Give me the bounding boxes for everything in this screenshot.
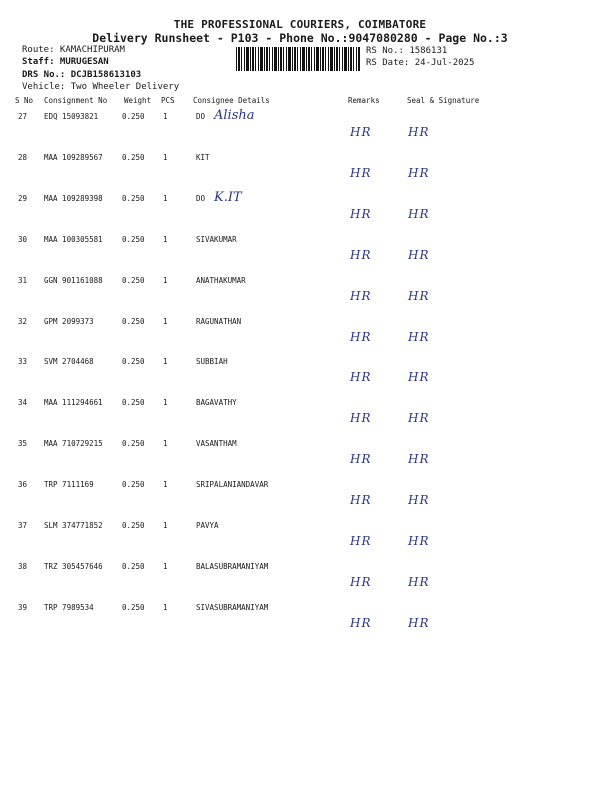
row-pcs: 1 xyxy=(163,439,168,449)
row-consignment: SLM 374771852 xyxy=(44,521,103,530)
row-sno: 30 xyxy=(18,234,28,244)
col-header-sno: S No xyxy=(15,96,34,105)
row-weight: 0.250 xyxy=(122,602,145,612)
row-consignment: EDQ 15093821 xyxy=(44,112,99,121)
row-weight: 0.250 xyxy=(122,234,145,244)
col-header-consignee: Consignee Details xyxy=(193,96,270,105)
table-row xyxy=(0,189,600,235)
handwritten-signature: HR xyxy=(408,493,430,508)
table-row xyxy=(0,235,600,276)
table-row xyxy=(0,398,600,439)
row-weight: 0.250 xyxy=(122,398,145,408)
row-consignment: TRZ 305457646 xyxy=(44,561,103,571)
row-pcs: 1 xyxy=(163,275,168,285)
row-weight: 0.250 xyxy=(122,193,145,203)
route-label: Route: KAMACHIPURAM xyxy=(22,45,125,55)
handwritten-remarks: HR xyxy=(350,288,372,303)
row-consignment: MAA 111294661 xyxy=(44,398,103,408)
handwritten-remarks: HR xyxy=(350,452,372,467)
row-consignment: MAA 109289567 xyxy=(44,152,103,162)
drs-number: DRS No.: DCJB158613103 xyxy=(22,70,142,80)
runsheet-title: Delivery Runsheet - P103 - Phone No.:9047080280 - Page No.:3 xyxy=(92,31,508,45)
row-weight: 0.250 xyxy=(122,316,145,326)
row-consignment: TRP 7111169 xyxy=(44,480,94,490)
handwritten-remarks: HR xyxy=(350,574,372,589)
handwritten-remarks: HR xyxy=(350,493,372,508)
handwritten-remarks: HR xyxy=(350,247,372,262)
row-pcs: 1 xyxy=(163,316,168,326)
row-weight: 0.250 xyxy=(122,152,145,162)
row-sno: 31 xyxy=(18,275,28,285)
handwritten-remarks: HR xyxy=(350,165,372,180)
row-consignee: ANATHAKUMAR xyxy=(196,275,246,285)
row-weight: 0.250 xyxy=(122,439,145,449)
row-consignee: SIVASUBRAMANIYAM xyxy=(196,602,269,612)
row-weight: 0.250 xyxy=(122,480,145,490)
row-sno: 32 xyxy=(18,316,28,326)
handwritten-signature: HR xyxy=(408,615,430,630)
row-weight: 0.250 xyxy=(122,112,145,121)
row-sno: 29 xyxy=(18,193,28,203)
handwritten-signature: HR xyxy=(408,165,430,180)
row-weight: 0.250 xyxy=(122,357,145,367)
row-sno: 35 xyxy=(18,439,28,449)
handwritten-remarks: HR xyxy=(350,206,372,221)
handwritten-signature: HR xyxy=(408,370,430,385)
table-row xyxy=(0,357,600,398)
row-consignee: DO xyxy=(196,193,206,203)
rs-date: RS Date: 24-Jul-2025 xyxy=(366,58,475,68)
handwritten-name: K.IT xyxy=(214,189,242,205)
row-pcs: 1 xyxy=(163,152,168,162)
col-header-consignment: Consignment No xyxy=(44,96,108,105)
col-header-seal: Seal & Signature xyxy=(407,96,480,105)
table-row xyxy=(0,603,600,644)
handwritten-remarks: HR xyxy=(350,370,372,385)
row-consignment: TRP 7989534 xyxy=(44,602,94,612)
row-pcs: 1 xyxy=(163,398,168,408)
col-header-pcs: PCS xyxy=(161,96,175,105)
row-consignee: VASANTHAM xyxy=(196,439,237,449)
row-consignment: SVM 2704468 xyxy=(44,357,94,367)
row-sno: 38 xyxy=(18,561,28,571)
row-pcs: 1 xyxy=(163,521,168,530)
vehicle-label: Vehicle: Two Wheeler Delivery xyxy=(22,82,180,92)
row-consignee: SUBBIAH xyxy=(196,357,228,367)
row-sno: 36 xyxy=(18,480,28,490)
handwritten-remarks: HR xyxy=(350,125,372,139)
row-consignee: BALASUBRAMANIYAM xyxy=(196,561,269,571)
col-header-remarks: Remarks xyxy=(348,96,380,105)
row-pcs: 1 xyxy=(163,193,168,203)
table-row xyxy=(0,276,600,317)
table-row xyxy=(0,108,600,153)
row-consignment: GGN 901161088 xyxy=(44,275,103,285)
row-pcs: 1 xyxy=(163,480,168,490)
row-weight: 0.250 xyxy=(122,275,145,285)
row-consignment: GPM 2099373 xyxy=(44,316,94,326)
company-title: THE PROFESSIONAL COURIERS, COIMBATORE xyxy=(173,18,427,31)
row-pcs: 1 xyxy=(163,234,168,244)
row-pcs: 1 xyxy=(163,357,168,367)
row-consignee: KIT xyxy=(196,152,210,162)
handwritten-signature: HR xyxy=(408,288,430,303)
barcode-image xyxy=(236,47,360,71)
row-consignment: MAA 710729215 xyxy=(44,439,103,449)
row-pcs: 1 xyxy=(163,602,168,612)
staff-label: Staff: MURUGESAN xyxy=(22,57,109,67)
handwritten-remarks: HR xyxy=(350,615,372,630)
handwritten-signature: HR xyxy=(408,574,430,589)
handwritten-signature: HR xyxy=(408,329,430,344)
row-sno: 33 xyxy=(18,357,28,367)
table-row xyxy=(0,439,600,480)
row-consignment: MAA 100305581 xyxy=(44,234,103,244)
row-consignee: BAGAVATHY xyxy=(196,398,237,408)
row-sno: 27 xyxy=(18,112,28,121)
handwritten-signature: HR xyxy=(408,206,430,221)
handwritten-remarks: HR xyxy=(350,329,372,344)
rs-number: RS No.: 1586131 xyxy=(366,46,448,56)
table-row xyxy=(0,521,600,562)
row-consignment: MAA 109289398 xyxy=(44,193,103,203)
row-weight: 0.250 xyxy=(122,521,145,530)
handwritten-signature: HR xyxy=(408,452,430,467)
row-consignee: DO xyxy=(196,112,206,121)
table-row xyxy=(0,153,600,194)
row-consignee: SRIPALANIANDAVAR xyxy=(196,480,269,490)
row-consignee: SIVAKUMAR xyxy=(196,234,237,244)
row-consignee: RAGUNATHAN xyxy=(196,316,242,326)
row-sno: 37 xyxy=(18,521,28,530)
row-pcs: 1 xyxy=(163,561,168,571)
table-row xyxy=(0,562,600,603)
col-header-weight: Weight xyxy=(124,96,152,105)
row-sno: 28 xyxy=(18,152,28,162)
handwritten-remarks: HR xyxy=(350,534,372,548)
row-weight: 0.250 xyxy=(122,561,145,571)
row-sno: 34 xyxy=(18,398,28,408)
row-pcs: 1 xyxy=(163,112,168,121)
row-consignee: PAVYA xyxy=(196,521,219,530)
handwritten-signature: HR xyxy=(408,411,430,426)
handwritten-signature: HR xyxy=(408,534,430,548)
handwritten-signature: HR xyxy=(408,125,430,139)
handwritten-signature: HR xyxy=(408,247,430,262)
row-sno: 39 xyxy=(18,602,28,612)
table-row xyxy=(0,480,600,521)
handwritten-name: Alisha xyxy=(214,108,255,123)
table-row xyxy=(0,317,600,358)
handwritten-remarks: HR xyxy=(350,411,372,426)
